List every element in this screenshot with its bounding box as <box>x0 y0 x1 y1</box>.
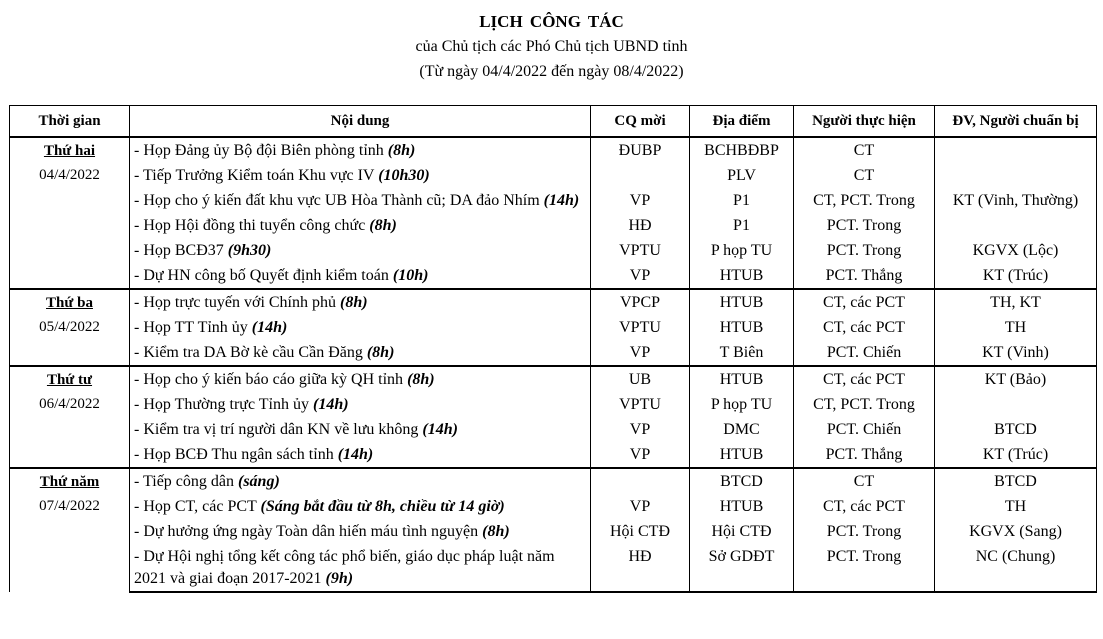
content-cell <box>130 468 591 494</box>
item-text: - Họp cho ý kiến đất khu vực UB Hòa Thành cũ; DA đảo Nhím <box>134 192 544 209</box>
preparer-cell: KT (Bảo) <box>935 366 1097 392</box>
schedule-row <box>10 163 1097 188</box>
item-hour: (8h) <box>407 371 435 388</box>
location-cell: P họp TU <box>690 392 794 417</box>
location-cell: HTUB <box>690 289 794 315</box>
preparer-cell <box>935 163 1097 188</box>
performer-cell: PCT. Trong <box>794 238 935 263</box>
content-cell <box>130 442 591 468</box>
performer-cell: PCT. Chiến <box>794 417 935 442</box>
performer-cell: CT, các PCT <box>794 366 935 392</box>
col-header-location: Địa điểm <box>690 106 794 138</box>
col-header-inviter: CQ mời <box>591 106 690 138</box>
content-cell <box>130 494 591 519</box>
day-cell <box>10 289 130 366</box>
location-cell: HTUB <box>690 315 794 340</box>
col-header-preparer: ĐV, Người chuẩn bị <box>935 106 1097 138</box>
item-text: - Họp trực tuyến với Chính phủ <box>134 294 340 311</box>
performer-cell: CT <box>794 163 935 188</box>
inviter-cell <box>591 163 690 188</box>
location-cell: T Biên <box>690 340 794 366</box>
schedule-row <box>10 366 1097 392</box>
day-name: Thứ năm <box>39 474 100 490</box>
inviter-cell <box>591 468 690 494</box>
document-title: LỊCH CÔNG TÁC <box>479 12 624 31</box>
day-cell <box>10 468 130 592</box>
item-text: - Tiếp Trưởng Kiểm toán Khu vực IV <box>134 167 379 184</box>
location-cell: HTUB <box>690 366 794 392</box>
inviter-cell: VP <box>591 494 690 519</box>
item-text: - Dự hưởng ứng ngày Toàn dân hiến máu tình nguyện <box>134 523 483 540</box>
preparer-cell: BTCD <box>935 417 1097 442</box>
preparer-cell: BTCD <box>935 468 1097 494</box>
item-text: - Họp cho ý kiến báo cáo giữa kỳ QH tỉnh <box>134 371 408 388</box>
preparer-cell: KT (Trúc) <box>935 263 1097 289</box>
preparer-cell: KT (Trúc) <box>935 442 1097 468</box>
inviter-cell: ĐUBP <box>591 137 690 163</box>
item-text: - Họp CT, các PCT <box>134 498 261 515</box>
preparer-cell: TH, KT <box>935 289 1097 315</box>
item-hour: (9h) <box>325 570 354 587</box>
performer-cell: CT <box>794 468 935 494</box>
preparer-cell: NC (Chung) <box>935 544 1097 592</box>
content-cell <box>130 544 591 592</box>
content-cell <box>130 315 591 340</box>
preparer-cell: TH <box>935 315 1097 340</box>
item-hour: (8h) <box>340 294 368 311</box>
schedule-row <box>10 188 1097 213</box>
content-cell <box>130 137 591 163</box>
item-hour: (14h) <box>422 421 458 438</box>
schedule-row <box>10 417 1097 442</box>
inviter-cell: VP <box>591 340 690 366</box>
item-hour: (9h30) <box>227 242 272 259</box>
item-hour: (8h) <box>369 217 397 234</box>
performer-cell: PCT. Trong <box>794 213 935 238</box>
performer-cell: CT, PCT. Trong <box>794 392 935 417</box>
inviter-cell: VPTU <box>591 392 690 417</box>
day-cell <box>10 137 130 289</box>
performer-cell: PCT. Trong <box>794 519 935 544</box>
performer-cell: CT, các PCT <box>794 494 935 519</box>
schedule-row <box>10 468 1097 494</box>
item-hour: (Sáng bắt đầu từ 8h, chiều từ 14 giờ) <box>260 498 505 515</box>
location-cell: P1 <box>690 188 794 213</box>
location-cell: BCHBĐBP <box>690 137 794 163</box>
day-name: Thứ tư <box>46 372 93 388</box>
document-subtitle: của Chủ tịch các Phó Chủ tịch UBND tỉnh <box>415 38 688 55</box>
day-cell <box>10 366 130 468</box>
content-cell <box>130 340 591 366</box>
inviter-cell: VPCP <box>591 289 690 315</box>
item-text: - Họp Đảng ủy Bộ đội Biên phòng tỉnh <box>134 142 388 159</box>
content-cell <box>130 238 591 263</box>
content-cell <box>130 213 591 238</box>
day-date: 06/4/2022 <box>39 396 100 412</box>
content-cell <box>130 188 591 213</box>
performer-cell: CT <box>794 137 935 163</box>
header-row <box>10 106 1097 138</box>
item-text: - Họp Hội đồng thi tuyển công chức <box>134 217 370 234</box>
day-name: Thứ ba <box>46 295 93 311</box>
preparer-cell <box>935 137 1097 163</box>
inviter-cell: VP <box>591 417 690 442</box>
location-cell: HTUB <box>690 442 794 468</box>
schedule-body <box>10 137 1097 592</box>
inviter-cell: VP <box>591 188 690 213</box>
performer-cell: PCT. Thắng <box>794 263 935 289</box>
schedule-row <box>10 392 1097 417</box>
inviter-cell: UB <box>591 366 690 392</box>
performer-cell: PCT. Trong <box>794 544 935 592</box>
schedule-row <box>10 340 1097 366</box>
item-hour: (14h) <box>337 446 374 463</box>
item-hour: (10h30) <box>378 167 430 184</box>
schedule-row <box>10 519 1097 544</box>
day-date: 04/4/2022 <box>39 167 100 183</box>
schedule-table <box>9 105 1097 593</box>
location-cell: Sở GDĐT <box>690 544 794 592</box>
preparer-cell <box>935 392 1097 417</box>
item-text: - Dự HN công bố Quyết định kiểm toán <box>134 267 393 284</box>
item-text: - Họp Thường trực Tỉnh ủy <box>134 396 313 413</box>
schedule-row <box>10 494 1097 519</box>
day-date: 07/4/2022 <box>39 498 100 514</box>
location-cell: HTUB <box>690 263 794 289</box>
location-cell: HTUB <box>690 494 794 519</box>
content-cell <box>130 366 591 392</box>
item-text: - Họp TT Tỉnh ủy <box>134 319 252 336</box>
inviter-cell: HĐ <box>591 544 690 592</box>
content-cell <box>130 519 591 544</box>
location-cell: DMC <box>690 417 794 442</box>
content-cell <box>130 417 591 442</box>
date-range: (Từ ngày 04/4/2022 đến ngày 08/4/2022) <box>419 63 684 80</box>
col-header-content: Nội dung <box>130 106 591 138</box>
col-header-time: Thời gian <box>10 106 130 138</box>
schedule-row <box>10 238 1097 263</box>
item-hour: (14h) <box>543 192 580 209</box>
content-cell <box>130 289 591 315</box>
item-text: - Tiếp công dân <box>134 473 238 490</box>
preparer-cell: KT (Vinh, Thường) <box>935 188 1097 213</box>
item-hour: (8h) <box>387 142 416 159</box>
schedule-row <box>10 137 1097 163</box>
preparer-cell <box>935 213 1097 238</box>
item-text: - Dự Hội nghị tổng kết công tác phổ biến, giáo dục pháp luật năm 2021 và giai đoạn 2017-2021 <box>134 548 555 587</box>
content-cell <box>130 392 591 417</box>
preparer-cell: KT (Vinh) <box>935 340 1097 366</box>
inviter-cell: Hội CTĐ <box>591 519 690 544</box>
location-cell: P1 <box>690 213 794 238</box>
col-header-performer: Người thực hiện <box>794 106 935 138</box>
day-date: 05/4/2022 <box>39 319 100 335</box>
preparer-cell: TH <box>935 494 1097 519</box>
inviter-cell: HĐ <box>591 213 690 238</box>
schedule-row <box>10 442 1097 468</box>
item-hour: (14h) <box>312 396 349 413</box>
inviter-cell: VPTU <box>591 315 690 340</box>
schedule-row <box>10 289 1097 315</box>
inviter-cell: VP <box>591 442 690 468</box>
schedule-row <box>10 263 1097 289</box>
inviter-cell: VPTU <box>591 238 690 263</box>
item-hour: (14h) <box>251 319 288 336</box>
location-cell: PLV <box>690 163 794 188</box>
schedule-row <box>10 544 1097 592</box>
preparer-cell: KGVX (Lộc) <box>935 238 1097 263</box>
performer-cell: CT, PCT. Trong <box>794 188 935 213</box>
day-name: Thứ hai <box>43 143 96 159</box>
schedule-row <box>10 315 1097 340</box>
performer-cell: PCT. Chiến <box>794 340 935 366</box>
item-hour: (8h) <box>482 523 510 540</box>
performer-cell: CT, các PCT <box>794 289 935 315</box>
content-cell <box>130 163 591 188</box>
content-cell <box>130 263 591 289</box>
location-cell: Hội CTĐ <box>690 519 794 544</box>
item-text: - Họp BCĐ Thu ngân sách tỉnh <box>134 446 338 463</box>
item-hour: (sáng) <box>238 473 280 490</box>
item-text: - Kiểm tra vị trí người dân KN về lưu không <box>134 421 423 438</box>
schedule-row <box>10 213 1097 238</box>
item-text: - Họp BCĐ37 <box>134 242 228 259</box>
item-hour: (10h) <box>392 267 429 284</box>
preparer-cell: KGVX (Sang) <box>935 519 1097 544</box>
inviter-cell: VP <box>591 263 690 289</box>
location-cell: P họp TU <box>690 238 794 263</box>
performer-cell: PCT. Thắng <box>794 442 935 468</box>
item-text: - Kiểm tra DA Bờ kè cầu Cần Đăng <box>134 344 367 361</box>
item-hour: (8h) <box>366 344 395 361</box>
performer-cell: CT, các PCT <box>794 315 935 340</box>
location-cell: BTCD <box>690 468 794 494</box>
